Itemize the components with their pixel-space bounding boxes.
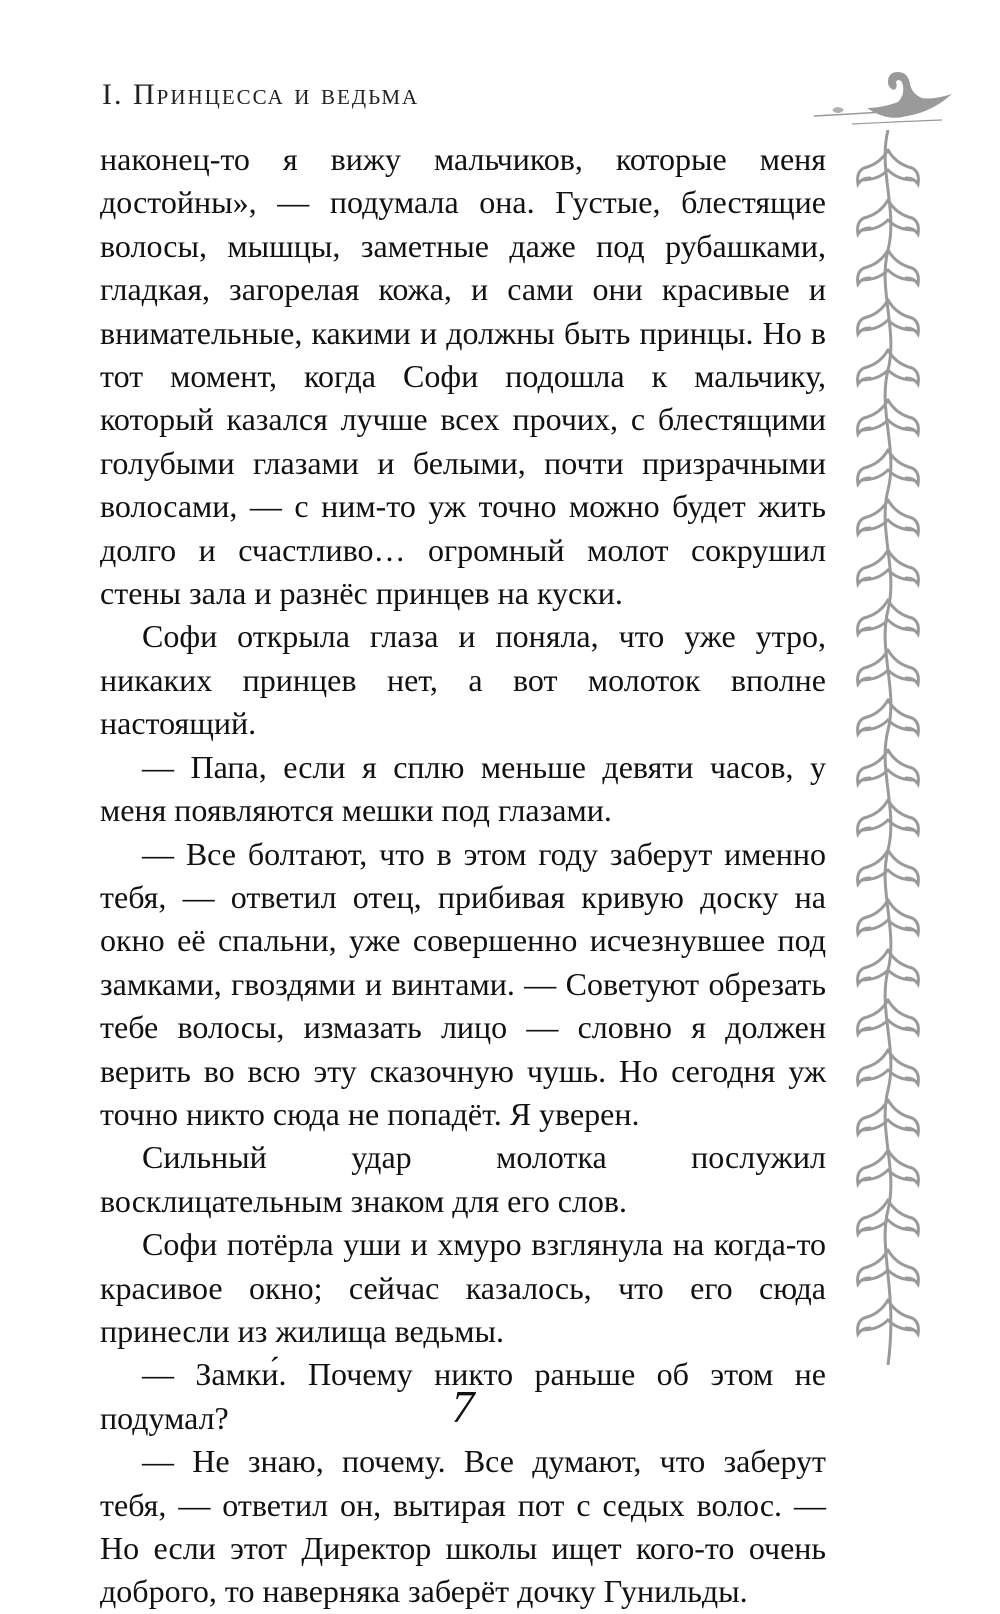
paragraph: наконец-то я вижу мальчиков, которые меня достойны», — подумала она. Густые, блестящие волосы, мышцы, заметные даже под рубашками, гладкая, загорелая кожа, и сами они красивые и внимательные, какими и должны быть принцы. Но в тот момент, когда Софи подошла к мальчику, который казался лучше всех прочих, с блестящими голубыми глазами и белыми, почти призрачными волосами, — с ним-то уж точно можно будет жить долго и счастливо… огромный молот сокрушил стены зала и разнёс принцев на куски. bbox=[100, 141, 826, 612]
swan-icon bbox=[812, 64, 962, 134]
paragraph: — Папа, если я сплю меньше девяти часов, у меня появляются мешки под глазами. bbox=[100, 748, 826, 829]
vine-ornament-icon bbox=[850, 130, 926, 1365]
paragraph: — Все болтают, что в этом году заберут именно тебя, — ответил отец, прибивая кривую доску на окно её спальни, уже совершенно исчезнувшее под замками, гвоздями и винтами. — Советуют обрезать тебе волосы, измазать лицо — словно я должен верить во всю эту сказочную чушь. Но сегодня уж точно никто сюда не попадёт. Я уверен. bbox=[100, 835, 826, 1132]
running-head: I. Принцесса и ведьма bbox=[102, 78, 420, 111]
paragraph: — Не знаю, почему. Все думают, что заберут тебя, — ответил он, вытирая пот с седых волос. — Но если этот Директор школы ищет кого-то очень доброго, то наверняка заберёт дочку Гунильды. bbox=[100, 1443, 826, 1610]
paragraph: Софи открыла глаза и поняла, что уже утро, никаких принцев нет, а вот молоток вполне настоящий. bbox=[100, 618, 826, 742]
paragraph: Софи потёрла уши и хмуро взглянула на когда-то красивое окно; сейчас казалось, что его сюда принесли из жилища ведьмы. bbox=[100, 1226, 826, 1349]
page-number: 7 bbox=[451, 1381, 475, 1432]
paragraph: Сильный удар молотка послужил восклицательным знаком для его слов. bbox=[100, 1139, 826, 1219]
paragraph: — Замки́. Почему никто раньше об этом не подумал? bbox=[100, 1356, 826, 1436]
